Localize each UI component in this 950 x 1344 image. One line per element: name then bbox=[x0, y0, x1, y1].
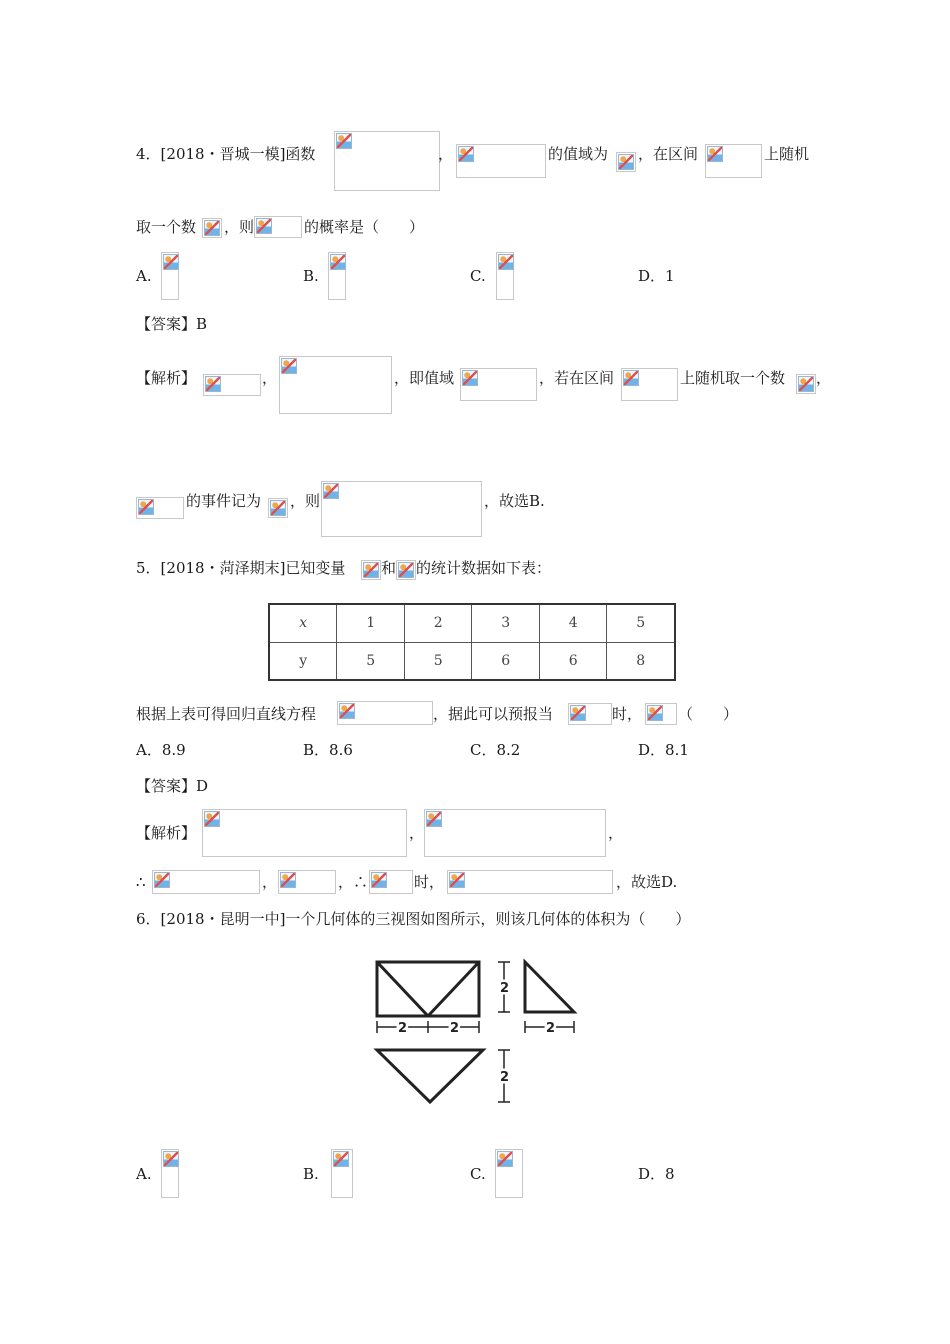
table-cell: 6 bbox=[539, 642, 607, 680]
q4-stem: 4．[2018・晋城一模]函数 bbox=[136, 145, 316, 163]
table-cell: 4 bbox=[539, 604, 607, 642]
q4-text: ， bbox=[438, 145, 454, 163]
side-view bbox=[525, 962, 574, 1012]
table-cell: 5 bbox=[337, 642, 405, 680]
dimension-label: 2 bbox=[398, 1021, 408, 1036]
formula-image bbox=[203, 374, 261, 396]
formula-image bbox=[460, 368, 537, 401]
q4-text: ， bbox=[816, 369, 832, 387]
q4-text: 上随机 bbox=[764, 145, 810, 163]
q4-option-a: A. bbox=[136, 267, 152, 285]
formula-image bbox=[456, 144, 546, 178]
q5-answer: 【答案】D bbox=[136, 777, 209, 795]
q6-option-a: A. bbox=[136, 1165, 152, 1183]
q4-text: ，故选B. bbox=[484, 492, 545, 510]
q4-option-b: B. bbox=[303, 267, 319, 285]
q5-text: ，∴ bbox=[338, 873, 369, 891]
q5-text: ∴ bbox=[136, 873, 146, 891]
formula-image bbox=[337, 701, 433, 725]
formula-image bbox=[202, 809, 407, 857]
q6-option-d: D．8 bbox=[638, 1165, 675, 1183]
q4-text: ， bbox=[262, 369, 278, 387]
formula-image bbox=[495, 1149, 523, 1198]
dimension-label: 2 bbox=[500, 1070, 510, 1085]
formula-image bbox=[152, 870, 260, 894]
q5-text: ，故选D. bbox=[616, 873, 678, 891]
q5-analysis-label: 【解析】 bbox=[136, 824, 197, 842]
q4-text: 的值域为 bbox=[548, 145, 609, 163]
formula-image bbox=[328, 252, 346, 300]
q5-text: 时， bbox=[612, 705, 643, 723]
table-row bbox=[269, 604, 675, 642]
formula-image bbox=[321, 481, 482, 537]
front-view bbox=[377, 962, 479, 1016]
table-cell: 2 bbox=[404, 604, 472, 642]
table-cell: 6 bbox=[472, 642, 540, 680]
q5-text: （ ） bbox=[678, 705, 739, 723]
q5-text: ， bbox=[262, 873, 278, 891]
q4-analysis-label: 【解析】 bbox=[136, 369, 197, 387]
formula-image bbox=[361, 560, 381, 580]
q4-text: 的概率是（ ） bbox=[304, 218, 425, 236]
q4-text: ，则 bbox=[290, 492, 321, 510]
formula-image bbox=[278, 870, 336, 894]
q5-stem: 5．[2018・菏泽期末]已知变量 bbox=[136, 559, 346, 577]
formula-image bbox=[616, 152, 636, 172]
q5-text: 根据上表可得回归直线方程 bbox=[136, 705, 317, 723]
formula-image bbox=[447, 870, 613, 894]
table-cell: 5 bbox=[607, 604, 675, 642]
formula-image bbox=[705, 144, 762, 178]
formula-image bbox=[796, 374, 816, 394]
q5-option-c: C．8.2 bbox=[470, 741, 521, 759]
formula-image bbox=[268, 498, 288, 518]
q5-option-d: D．8.1 bbox=[638, 741, 689, 759]
q4-text: 取一个数 bbox=[136, 218, 197, 236]
q4-text: ，即值域 bbox=[394, 369, 455, 387]
q4-option-c: C. bbox=[470, 267, 486, 285]
formula-image bbox=[568, 703, 612, 725]
q5-text: 时， bbox=[414, 873, 445, 891]
formula-image bbox=[254, 216, 302, 238]
q4-text: ，在区间 bbox=[638, 145, 699, 163]
dimension-label: 2 bbox=[546, 1021, 556, 1036]
formula-image bbox=[279, 356, 392, 414]
formula-image bbox=[161, 252, 179, 300]
three-view-figure bbox=[370, 950, 590, 1110]
top-view bbox=[377, 1050, 483, 1102]
formula-image bbox=[331, 1149, 353, 1198]
table-cell: y bbox=[269, 642, 337, 680]
table-cell: 5 bbox=[404, 642, 472, 680]
formula-image bbox=[645, 703, 677, 725]
q5-text: ， bbox=[409, 824, 425, 842]
formula-image bbox=[136, 497, 184, 519]
q4-text: ，若在区间 bbox=[539, 369, 615, 387]
q5-text: 和 bbox=[381, 559, 397, 577]
formula-image bbox=[396, 560, 416, 580]
table-cell: x bbox=[269, 604, 337, 642]
q6-option-b: B. bbox=[303, 1165, 319, 1183]
q5-option-b: B．8.6 bbox=[303, 741, 353, 759]
q4-option-d: D．1 bbox=[638, 267, 675, 285]
dimension-label: 2 bbox=[500, 981, 510, 996]
formula-image bbox=[161, 1149, 179, 1198]
table-cell: 8 bbox=[607, 642, 675, 680]
q5-text: ，据此可以预报当 bbox=[433, 705, 554, 723]
formula-image bbox=[621, 368, 678, 401]
table-cell: 3 bbox=[472, 604, 540, 642]
q6-stem: 6．[2018・昆明一中]一个几何体的三视图如图所示，则该几何体的体积为（ ） bbox=[136, 910, 691, 928]
q5-option-a: A．8.9 bbox=[136, 741, 186, 759]
dimension-label: 2 bbox=[450, 1021, 460, 1036]
q4-text: 的事件记为 bbox=[186, 492, 262, 510]
table-cell: 1 bbox=[337, 604, 405, 642]
formula-image bbox=[202, 218, 222, 238]
q4-text: ，则 bbox=[224, 218, 255, 236]
formula-image bbox=[369, 870, 413, 894]
q4-text: 上随机取一个数 bbox=[680, 369, 786, 387]
q5-text: 的统计数据如下表： bbox=[416, 559, 552, 577]
q6-option-c: C. bbox=[470, 1165, 486, 1183]
table-row bbox=[269, 642, 675, 680]
q4-answer: 【答案】B bbox=[136, 315, 208, 333]
statistics-table bbox=[268, 603, 676, 681]
formula-image bbox=[424, 809, 606, 857]
formula-image bbox=[334, 131, 440, 191]
formula-image bbox=[496, 252, 514, 300]
q5-text: ， bbox=[608, 824, 624, 842]
